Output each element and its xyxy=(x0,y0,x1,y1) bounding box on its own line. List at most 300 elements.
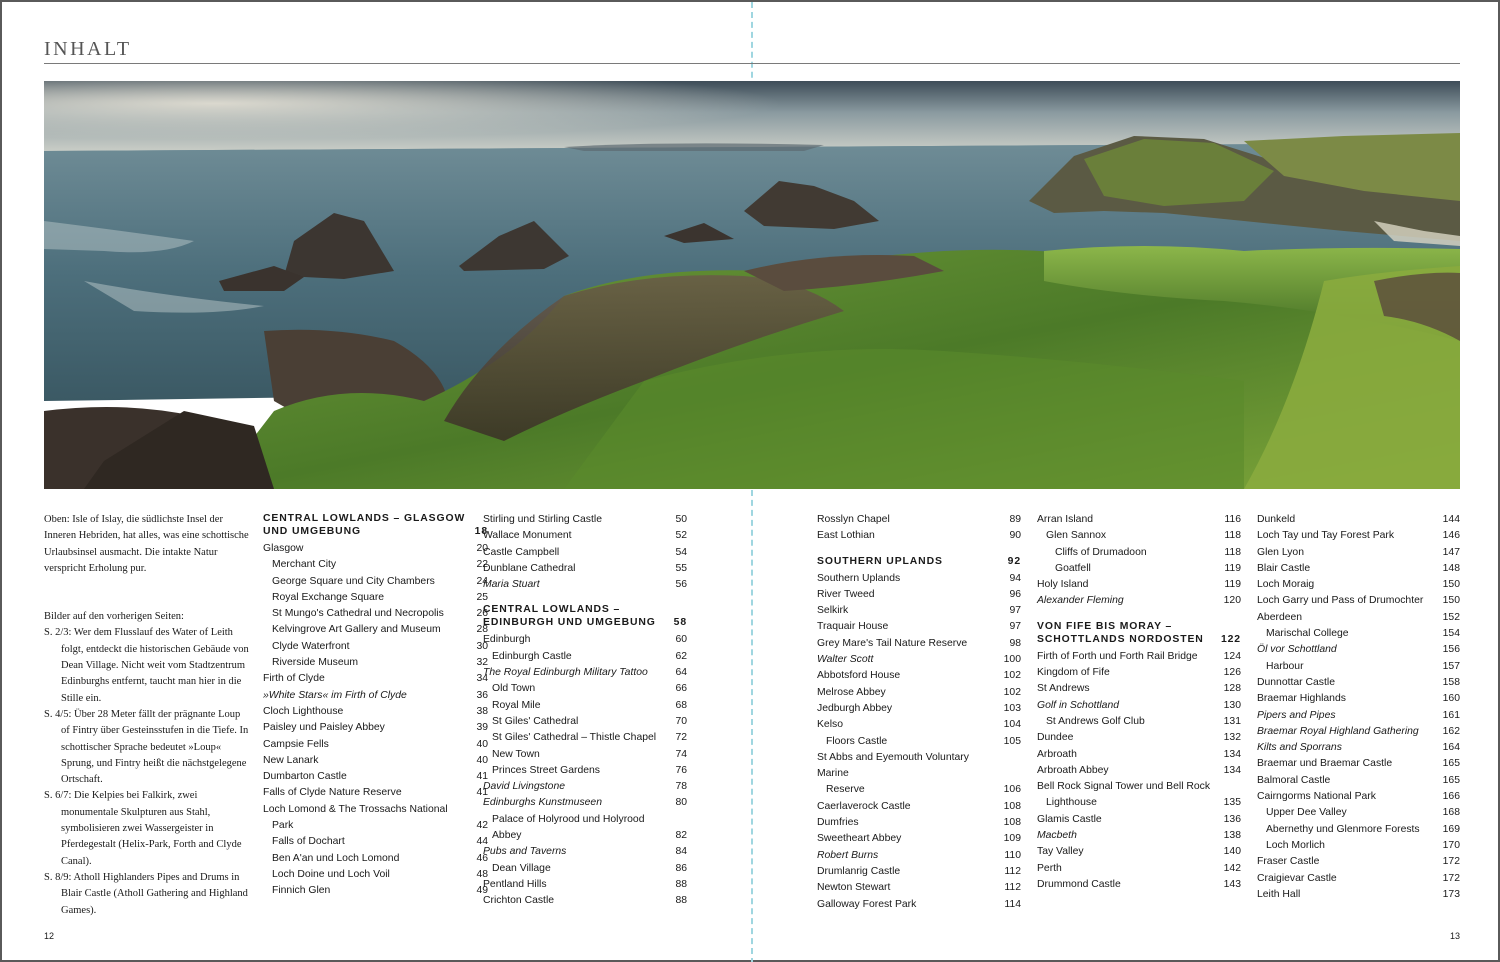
toc-entry-page-number: 108 xyxy=(1003,817,1021,829)
toc-entry-page-number: 97 xyxy=(1009,621,1021,633)
toc-entry-label: Edinburghs Kunstmuseen xyxy=(483,797,602,809)
toc-entry-page-number: 55 xyxy=(675,562,687,574)
toc-entry-page-number: 48 xyxy=(476,868,488,880)
toc-entry[interactable] xyxy=(817,750,1021,799)
toc-entry-label-continued: Lighthouse xyxy=(1046,797,1097,809)
section-page-number: 92 xyxy=(1007,555,1021,567)
toc-entry-label: Glen Lyon xyxy=(1257,546,1304,558)
toc-entry-label: Macbeth xyxy=(1037,830,1077,842)
toc-entry[interactable] xyxy=(263,851,488,867)
toc-entry-label: Golf in Schottland xyxy=(1037,699,1120,711)
section-title: CENTRAL LOWLANDS – EDINBURGH UND UMGEBUNG xyxy=(483,604,656,629)
toc-entry-page-number: 128 xyxy=(1223,683,1241,695)
toc-entry[interactable] xyxy=(1257,610,1460,626)
toc-entry-label: St Mungo's Cathedral und Necropolis xyxy=(272,608,444,620)
toc-entry[interactable] xyxy=(263,704,488,720)
toc-section-heading xyxy=(263,512,488,538)
toc-entry-label: Rosslyn Chapel xyxy=(817,514,890,525)
toc-entry[interactable] xyxy=(817,587,1021,603)
toc-entry-label: Öl vor Schottland xyxy=(1257,644,1337,656)
toc-entry-page-number: 54 xyxy=(675,546,687,558)
toc-entry-page-number: 103 xyxy=(1003,702,1021,714)
toc-entry-page-number: 140 xyxy=(1223,846,1241,858)
toc-entry[interactable] xyxy=(1257,512,1460,528)
toc-entry-page-number: 36 xyxy=(476,689,488,701)
toc-entry-label: Arran Island xyxy=(1037,514,1094,525)
caption-item: S. 6/7: Die Kelpies bei Falkirk, zwei monumentale Skulpturen aus Stahl, symbolisieren zwei Wassergeister in Pferdegestalt (Helix-Park, Forth and Clyde Canal). xyxy=(44,790,242,867)
toc-entry[interactable] xyxy=(1257,642,1460,658)
toc-entry-page-number: 46 xyxy=(476,852,488,864)
toc-entry[interactable] xyxy=(817,603,1021,619)
toc-entry-label: Dunblane Cathedral xyxy=(483,562,576,574)
toc-entry[interactable] xyxy=(1257,756,1460,772)
page-number-right: 13 xyxy=(1450,931,1461,941)
toc-entry-page-number: 131 xyxy=(1223,715,1241,727)
toc-entry[interactable] xyxy=(1037,844,1241,860)
toc-entry[interactable] xyxy=(817,668,1021,684)
section-title: VON FIFE BIS MORAY – SCHOTTLANDS NORDOSTEN xyxy=(1037,620,1204,645)
toc-entry-label: Cliffs of Drumadoon xyxy=(1055,546,1147,558)
toc-entry[interactable] xyxy=(1037,747,1241,763)
toc-entry[interactable] xyxy=(1257,773,1460,789)
toc-entry-page-number: 38 xyxy=(476,705,488,717)
toc-entry[interactable] xyxy=(1257,708,1460,724)
toc-entry[interactable] xyxy=(1257,887,1460,903)
toc-entry-page-number: 142 xyxy=(1223,862,1241,874)
page-title: INHALT xyxy=(44,38,132,60)
toc-entry-label: Glen Sannox xyxy=(1046,530,1107,542)
toc-entry-label: Perth xyxy=(1037,862,1062,874)
toc-entry-page-number: 112 xyxy=(1004,882,1021,894)
toc-entry[interactable] xyxy=(263,834,488,850)
toc-entry-page-number: 24 xyxy=(476,575,488,587)
toc-entry[interactable] xyxy=(1037,763,1241,779)
toc-entry-page-number: 66 xyxy=(675,683,687,695)
toc-entry-page-number: 88 xyxy=(675,878,687,890)
toc-entry-page-number: 172 xyxy=(1442,856,1460,868)
toc-entry-label: Kilts and Sporrans xyxy=(1257,742,1342,754)
toc-entry[interactable] xyxy=(817,864,1021,880)
toc-entry-label: Crichton Castle xyxy=(483,895,555,907)
toc-entry-label-continued: Park xyxy=(272,820,294,832)
toc-entry-page-number: 164 xyxy=(1442,742,1460,754)
caption-spacer xyxy=(44,577,250,593)
toc-entry[interactable] xyxy=(483,779,687,795)
toc-entry[interactable] xyxy=(1037,828,1241,844)
toc-entry-label: Glamis Castle xyxy=(1037,813,1102,825)
toc-entry[interactable] xyxy=(263,785,488,801)
toc-entry[interactable] xyxy=(1037,812,1241,828)
toc-entry-page-number: 118 xyxy=(1224,530,1241,542)
toc-entry-page-number: 165 xyxy=(1442,758,1460,770)
toc-entry-label: Floors Castle xyxy=(826,735,888,747)
toc-entry[interactable] xyxy=(1257,822,1460,838)
toc-entry-label: Selkirk xyxy=(817,605,849,617)
toc-entry-label-continued: Reserve xyxy=(826,784,865,796)
toc-entry[interactable] xyxy=(1037,714,1241,730)
toc-entry[interactable] xyxy=(1257,871,1460,887)
toc-entry-label: Harbour xyxy=(1266,660,1304,672)
toc-entry-page-number: 136 xyxy=(1223,813,1241,825)
toc-entry-page-number: 166 xyxy=(1442,791,1460,803)
toc-entry[interactable] xyxy=(263,671,488,687)
toc-entry-page-number: 124 xyxy=(1223,650,1241,662)
toc-entry[interactable] xyxy=(483,893,687,909)
toc-column-2 xyxy=(483,512,687,910)
toc-entry-label: Firth of Clyde xyxy=(263,673,325,685)
toc-entry-label: Royal Mile xyxy=(492,699,541,711)
toc-entry-page-number: 82 xyxy=(675,830,687,842)
toc-entry-label: Clyde Waterfront xyxy=(272,640,350,652)
toc-entry-label: Paisley und Paisley Abbey xyxy=(263,722,385,734)
toc-entry-page-number: 96 xyxy=(1009,588,1021,600)
toc-entry[interactable] xyxy=(1257,528,1460,544)
toc-entry-page-number: 70 xyxy=(675,715,687,727)
toc-entry-page-number: 143 xyxy=(1223,878,1241,890)
toc-entry-label: Loch Morlich xyxy=(1266,839,1325,851)
toc-entry[interactable] xyxy=(483,561,687,577)
toc-entry-label: Loch Tay und Tay Forest Park xyxy=(1257,530,1395,542)
toc-entry[interactable] xyxy=(483,512,687,528)
toc-entry[interactable] xyxy=(263,655,488,671)
toc-entry-page-number: 132 xyxy=(1223,732,1241,744)
toc-entry[interactable] xyxy=(1037,561,1241,577)
section-title: SOUTHERN UPLANDS xyxy=(817,555,943,567)
caption-intro: Oben: Isle of Islay, die südlichste Insel der Inneren Hebriden, hat alles, was eine schottische Urlaubsinsel ausmacht. Die intakte Natur verspricht Erholung pur. xyxy=(44,514,249,574)
section-page-number: 18 xyxy=(474,526,488,537)
toc-entry[interactable] xyxy=(817,652,1021,668)
toc-entry[interactable] xyxy=(1037,861,1241,877)
toc-entry-label: Holy Island xyxy=(1037,579,1089,591)
toc-entry-label: Loch Garry und Pass of Drumochter xyxy=(1257,595,1424,607)
toc-entry[interactable] xyxy=(263,737,488,753)
toc-entry-label: St Giles' Cathedral xyxy=(492,715,579,727)
toc-entry-label: Balmoral Castle xyxy=(1257,774,1331,786)
section-title: CENTRAL LOWLANDS – GLASGOW UND UMGEBUNG xyxy=(263,513,466,537)
toc-entry-page-number: 34 xyxy=(476,673,488,685)
toc-section-heading xyxy=(483,603,687,629)
toc-entry[interactable] xyxy=(1257,724,1460,740)
toc-entry-label: St Andrews Golf Club xyxy=(1046,715,1145,727)
toc-entry[interactable] xyxy=(263,802,488,835)
toc-entry-page-number: 156 xyxy=(1442,644,1460,656)
toc-column-1 xyxy=(263,512,488,900)
toc-entry-label: Abbotsford House xyxy=(817,670,901,682)
toc-entry[interactable] xyxy=(1257,659,1460,675)
toc-entry-label: Aberdeen xyxy=(1257,611,1303,623)
toc-entry-page-number: 72 xyxy=(675,732,687,744)
toc-entry[interactable] xyxy=(483,577,687,593)
toc-entry-label: Blair Castle xyxy=(1257,562,1311,574)
toc-entry[interactable] xyxy=(817,512,1021,528)
toc-entry[interactable] xyxy=(483,528,687,544)
toc-entry-label: Dunnottar Castle xyxy=(1257,676,1335,688)
toc-entry[interactable] xyxy=(1037,512,1241,528)
title-rule xyxy=(44,63,1460,64)
toc-entry-label: Fraser Castle xyxy=(1257,856,1320,868)
toc-entry-label: Sweetheart Abbey xyxy=(817,833,902,845)
toc-entry-page-number: 52 xyxy=(675,530,687,542)
toc-entry[interactable] xyxy=(483,763,687,779)
toc-entry-page-number: 56 xyxy=(675,579,687,591)
toc-entry-page-number: 109 xyxy=(1003,833,1021,845)
toc-entry-page-number: 40 xyxy=(476,754,488,766)
toc-entry-page-number: 165 xyxy=(1442,774,1460,786)
toc-entry-label: George Square und City Chambers xyxy=(272,575,435,587)
toc-entry[interactable] xyxy=(483,632,687,648)
toc-entry[interactable] xyxy=(1037,593,1241,609)
toc-entry[interactable] xyxy=(817,848,1021,864)
toc-entry-label: Braemar Highlands xyxy=(1257,693,1346,705)
toc-entry-page-number: 162 xyxy=(1442,725,1460,737)
toc-entry-label: Dunkeld xyxy=(1257,514,1296,525)
toc-entry-page-number: 120 xyxy=(1223,595,1241,607)
toc-entry-page-number: 150 xyxy=(1442,595,1460,607)
toc-entry[interactable] xyxy=(1037,681,1241,697)
toc-entry[interactable] xyxy=(1257,545,1460,561)
toc-entry-page-number: 130 xyxy=(1223,699,1241,711)
toc-entry[interactable] xyxy=(483,877,687,893)
toc-entry-label: Campsie Fells xyxy=(263,738,329,750)
toc-entry-page-number: 158 xyxy=(1442,676,1460,688)
toc-section-heading xyxy=(1037,620,1241,646)
toc-entry[interactable] xyxy=(817,636,1021,652)
toc-entry-page-number: 126 xyxy=(1223,667,1241,679)
toc-entry-page-number: 106 xyxy=(1003,784,1021,796)
toc-column-3 xyxy=(817,512,1021,913)
toc-entry-label: Bell Rock Signal Tower und Bell Rock xyxy=(1037,781,1211,793)
toc-entry[interactable] xyxy=(817,815,1021,831)
toc-entry[interactable] xyxy=(1037,665,1241,681)
toc-entry[interactable] xyxy=(263,541,488,557)
toc-entry[interactable] xyxy=(483,665,687,681)
toc-entry[interactable] xyxy=(483,649,687,665)
toc-entry-label: Grey Mare's Tail Nature Reserve xyxy=(817,637,968,649)
toc-entry-page-number: 39 xyxy=(476,722,488,734)
toc-entry[interactable] xyxy=(483,861,687,877)
toc-entry-label: Pentland Hills xyxy=(483,878,547,890)
caption-spacer xyxy=(44,593,250,609)
toc-entry[interactable] xyxy=(483,844,687,860)
toc-entry[interactable] xyxy=(817,701,1021,717)
toc-entry-page-number: 134 xyxy=(1223,764,1241,776)
toc-entry-label: The Royal Edinburgh Military Tattoo xyxy=(483,667,648,679)
toc-entry-label: Southern Uplands xyxy=(817,572,901,584)
toc-entry[interactable] xyxy=(263,590,488,606)
toc-entry-label: Ben A'an und Loch Lomond xyxy=(272,852,400,864)
toc-entry-label: Arbroath xyxy=(1037,748,1077,760)
toc-entry[interactable] xyxy=(817,799,1021,815)
toc-entry[interactable] xyxy=(1257,691,1460,707)
toc-entry-label: New Town xyxy=(492,748,540,760)
toc-entry-label: »White Stars« im Firth of Clyde xyxy=(263,689,407,701)
toc-entry-page-number: 68 xyxy=(675,699,687,711)
toc-entry-label: Braemar und Braemar Castle xyxy=(1257,758,1393,770)
toc-entry-page-number: 28 xyxy=(476,624,488,636)
toc-entry-label: Falls of Dochart xyxy=(272,836,345,848)
toc-entry-page-number: 138 xyxy=(1223,830,1241,842)
toc-entry[interactable] xyxy=(1037,730,1241,746)
toc-entry[interactable] xyxy=(817,528,1021,544)
toc-entry-page-number: 170 xyxy=(1442,839,1460,851)
toc-entry-label: Abernethy und Glenmore Forests xyxy=(1266,823,1420,835)
toc-entry-page-number: 41 xyxy=(476,787,488,799)
toc-entry-page-number: 32 xyxy=(476,657,488,669)
toc-entry-label: St Abbs and Eyemouth Voluntary Marine xyxy=(817,751,969,780)
toc-entry[interactable] xyxy=(483,812,687,845)
toc-entry-label: Cairngorms National Park xyxy=(1257,791,1376,803)
toc-entry[interactable] xyxy=(1257,675,1460,691)
toc-entry-label: Newton Stewart xyxy=(817,882,891,894)
toc-entry[interactable] xyxy=(1257,561,1460,577)
toc-entry[interactable] xyxy=(1257,577,1460,593)
photo-caption xyxy=(44,512,250,919)
toc-entry-label: Kelvingrove Art Gallery and Museum xyxy=(272,624,441,636)
toc-entry-page-number: 112 xyxy=(1004,865,1021,877)
toc-entry[interactable] xyxy=(1037,877,1241,893)
toc-entry-page-number: 161 xyxy=(1442,709,1460,721)
toc-entry-label: Dundee xyxy=(1037,732,1074,744)
toc-entry[interactable] xyxy=(483,730,687,746)
toc-entry[interactable] xyxy=(483,698,687,714)
toc-entry[interactable] xyxy=(483,545,687,561)
toc-entry[interactable] xyxy=(483,795,687,811)
coastline-photo-graphic xyxy=(44,81,1460,489)
toc-entry[interactable] xyxy=(817,831,1021,847)
toc-entry-label: Wallace Monument xyxy=(483,530,572,542)
toc-entry-label: Kingdom of Fife xyxy=(1037,667,1110,679)
toc-entry[interactable] xyxy=(1257,626,1460,642)
toc-entry[interactable] xyxy=(817,619,1021,635)
toc-entry-label: Walter Scott xyxy=(817,654,874,666)
toc-entry[interactable] xyxy=(1037,545,1241,561)
page-number-left: 12 xyxy=(44,931,55,941)
toc-entry-label: Loch Moraig xyxy=(1257,579,1315,591)
toc-entry[interactable] xyxy=(1257,805,1460,821)
toc-entry[interactable] xyxy=(817,734,1021,750)
toc-entry-label: Stirling und Stirling Castle xyxy=(483,514,602,525)
toc-entry-page-number: 134 xyxy=(1223,748,1241,760)
toc-entry[interactable] xyxy=(263,867,488,883)
toc-entry-label: Alexander Fleming xyxy=(1037,595,1124,607)
toc-entry-page-number: 148 xyxy=(1442,562,1460,574)
toc-entry-page-number: 146 xyxy=(1442,530,1460,542)
toc-entry-label: Edinburgh Castle xyxy=(492,650,572,662)
toc-entry[interactable] xyxy=(263,606,488,622)
toc-entry[interactable] xyxy=(817,880,1021,896)
toc-entry-label: Finnich Glen xyxy=(272,885,331,897)
toc-entry-page-number: 30 xyxy=(476,640,488,652)
toc-entry[interactable] xyxy=(817,571,1021,587)
toc-entry-page-number: 94 xyxy=(1009,572,1021,584)
toc-entry-label: Riverside Museum xyxy=(272,657,359,669)
toc-entry-page-number: 110 xyxy=(1004,849,1021,861)
toc-entry-label: Loch Lomond & The Trossachs National xyxy=(263,803,448,815)
toc-entry-label: Castle Campbell xyxy=(483,546,560,558)
toc-entry[interactable] xyxy=(263,769,488,785)
toc-entry-page-number: 144 xyxy=(1442,514,1460,525)
toc-entry[interactable] xyxy=(483,714,687,730)
toc-entry[interactable] xyxy=(1037,528,1241,544)
toc-entry-page-number: 97 xyxy=(1009,605,1021,617)
toc-entry[interactable] xyxy=(1037,698,1241,714)
toc-entry[interactable] xyxy=(263,574,488,590)
toc-entry-page-number: 86 xyxy=(675,862,687,874)
toc-entry[interactable] xyxy=(263,883,488,899)
toc-entry-label: Pipers and Pipes xyxy=(1257,709,1336,721)
toc-entry-label: Old Town xyxy=(492,683,536,695)
toc-entry-page-number: 49 xyxy=(476,885,488,897)
toc-entry-page-number: 168 xyxy=(1442,807,1460,819)
toc-entry-label: Craigievar Castle xyxy=(1257,872,1337,884)
toc-entry-label: Traquair House xyxy=(817,621,889,633)
toc-entry-label: Drummond Castle xyxy=(1037,878,1121,890)
toc-entry-page-number: 90 xyxy=(1009,530,1021,542)
toc-entry-page-number: 89 xyxy=(1009,514,1021,525)
toc-entry-label: Edinburgh xyxy=(483,634,531,646)
toc-entry[interactable] xyxy=(483,681,687,697)
toc-column-5 xyxy=(1257,512,1460,903)
toc-entry[interactable] xyxy=(817,717,1021,733)
toc-entry[interactable] xyxy=(263,688,488,704)
toc-entry[interactable] xyxy=(263,557,488,573)
toc-entry-page-number: 152 xyxy=(1442,611,1460,623)
toc-entry-page-number: 102 xyxy=(1003,686,1021,698)
toc-entry-page-number: 60 xyxy=(675,634,687,646)
toc-entry[interactable] xyxy=(483,747,687,763)
toc-entry-page-number: 98 xyxy=(1009,637,1021,649)
section-page-number: 122 xyxy=(1220,633,1241,645)
toc-entry-page-number: 160 xyxy=(1442,693,1460,705)
toc-entry-label: Cloch Lighthouse xyxy=(263,705,344,717)
toc-entry-page-number: 119 xyxy=(1224,579,1241,591)
toc-entry[interactable] xyxy=(263,753,488,769)
caption-item: S. 8/9: Atholl Highlanders Pipes and Drums in Blair Castle (Atholl Gathering and Highland Games). xyxy=(44,871,248,916)
toc-entry-page-number: 108 xyxy=(1003,800,1021,812)
toc-entry-page-number: 104 xyxy=(1003,719,1021,731)
toc-entry-page-number: 62 xyxy=(675,650,687,662)
toc-entry-page-number: 64 xyxy=(675,667,687,679)
toc-entry[interactable] xyxy=(1037,577,1241,593)
toc-entry[interactable] xyxy=(1257,593,1460,609)
caption-item: S. 4/5: Über 28 Meter fällt der prägnante Loup of Fintry über Gesteinsstufen in die Tiefe. In schottischer Sprache bedeutet »Loup« Sprung, und Fintry heißt die nächstgelegene Ortschaft. xyxy=(44,708,249,786)
toc-entry-page-number: 114 xyxy=(1004,898,1021,910)
toc-entry[interactable] xyxy=(1257,854,1460,870)
toc-entry-page-number: 154 xyxy=(1442,628,1460,640)
toc-entry[interactable] xyxy=(1037,649,1241,665)
toc-entry-page-number: 169 xyxy=(1442,823,1460,835)
toc-entry[interactable] xyxy=(263,622,488,638)
toc-entry-label: Merchant City xyxy=(272,559,337,571)
toc-entry-label: Galloway Forest Park xyxy=(817,898,917,910)
toc-entry[interactable] xyxy=(1037,779,1241,812)
toc-entry-page-number: 118 xyxy=(1224,546,1241,558)
toc-entry-label: Caerlaverock Castle xyxy=(817,800,911,812)
toc-entry[interactable] xyxy=(1257,838,1460,854)
toc-entry-label: Robert Burns xyxy=(817,849,879,861)
toc-entry[interactable] xyxy=(263,639,488,655)
toc-entry-page-number: 172 xyxy=(1442,872,1460,884)
toc-entry-page-number: 20 xyxy=(476,543,488,554)
toc-entry[interactable] xyxy=(817,897,1021,913)
toc-entry-label: Kelso xyxy=(817,719,843,731)
toc-entry-label: Dean Village xyxy=(492,862,551,874)
toc-entry-label: St Andrews xyxy=(1037,683,1090,695)
toc-entry[interactable] xyxy=(1257,789,1460,805)
toc-entry[interactable] xyxy=(817,685,1021,701)
toc-entry[interactable] xyxy=(263,720,488,736)
toc-entry[interactable] xyxy=(1257,740,1460,756)
